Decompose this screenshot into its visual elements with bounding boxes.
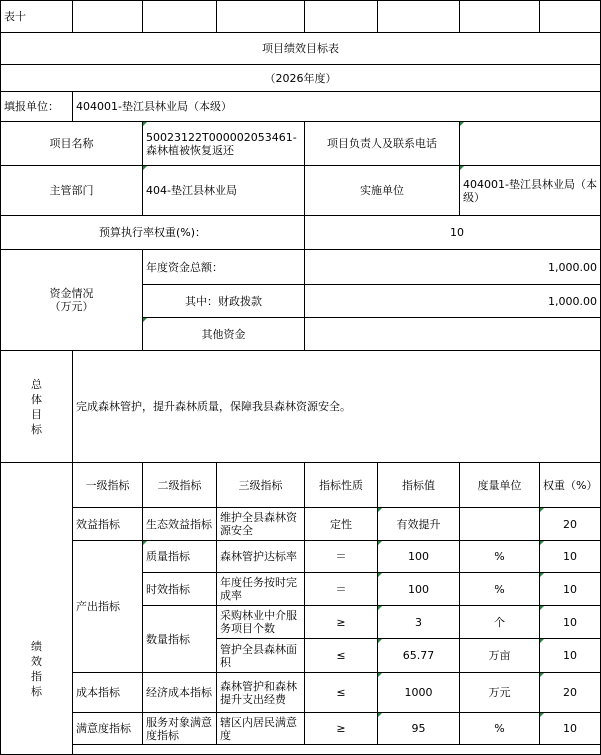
header-level3: 三级指标: [217, 463, 305, 508]
unit-cell: %: [460, 541, 540, 573]
nature-cell: ≤: [305, 673, 378, 713]
empty-cell: [217, 1, 305, 33]
value-cell: 100: [378, 541, 460, 573]
unit-cell: 万亩: [460, 639, 540, 673]
funds-fiscal-label: 其中：财政拨款: [143, 285, 305, 318]
dept-value: 404-垫江县林业局: [143, 166, 305, 216]
level2-cell: 生态效益指标: [143, 508, 217, 541]
unit-cell: %: [460, 713, 540, 745]
project-leader-value: [460, 122, 601, 166]
empty-cell: [143, 1, 217, 33]
nature-cell: ≥: [305, 713, 378, 745]
value-cell: 3: [378, 606, 460, 639]
header-weight: 权重（%）: [540, 463, 601, 508]
header-value: 指标值: [378, 463, 460, 508]
funds-total-value: 1,000.00: [305, 250, 601, 285]
nature-cell: ＝: [305, 541, 378, 573]
header-nature: 指标性质: [305, 463, 378, 508]
level3-cell: 管护全县森林面积: [217, 639, 305, 673]
weight-cell: 10: [540, 639, 601, 673]
weight-cell: 10: [540, 713, 601, 745]
level3-cell: 辖区内居民满意度: [217, 713, 305, 745]
value-cell: 95: [378, 713, 460, 745]
budget-rate-value: 10: [305, 216, 601, 250]
unit-cell: 个: [460, 606, 540, 639]
empty-cell: [305, 1, 378, 33]
header-level2: 二级指标: [143, 463, 217, 508]
funds-other-label: 其他资金: [143, 318, 305, 351]
unit-cell: [460, 508, 540, 541]
nature-cell: ＝: [305, 573, 378, 606]
weight-cell: 10: [540, 573, 601, 606]
table-title: 项目绩效目标表: [1, 33, 601, 65]
funds-fiscal-value: 1,000.00: [305, 285, 601, 318]
goal-text: 完成森林管护，提升森林质量，保障我县森林资源安全。: [73, 351, 601, 463]
perf-label: 绩效指标: [1, 463, 73, 755]
table-number: 表十: [1, 1, 73, 33]
project-leader-label: 项目负责人及联系电话: [305, 122, 460, 166]
level3-cell: 森林管护达标率: [217, 541, 305, 573]
unit-cell: %: [460, 573, 540, 606]
unit-label: 填报单位：: [1, 92, 73, 122]
empty-cell: [73, 1, 143, 33]
level3-cell: 森林管护和森林提升支出经费: [217, 673, 305, 713]
unit-cell: 万元: [460, 673, 540, 713]
value-cell: 1000: [378, 673, 460, 713]
level3-cell: 采购林业中介服务项目个数: [217, 606, 305, 639]
level1-cell: 效益指标: [73, 508, 143, 541]
level2-cell: 服务对象满意度指标: [143, 713, 217, 745]
goal-label: 总体目标: [1, 351, 73, 463]
empty-cell: [460, 1, 540, 33]
project-name-value: 50023122T000002053461-森林植被恢复返还: [143, 122, 305, 166]
unit-value: 404001-垫江县林业局（本级）: [73, 92, 601, 122]
level2-cell: 时效指标: [143, 573, 217, 606]
funds-other-value: [305, 318, 601, 351]
value-cell: 100: [378, 573, 460, 606]
level3-cell: 年度任务按时完成率: [217, 573, 305, 606]
impl-value: 404001-垫江县林业局（本级）: [460, 166, 601, 216]
level1-cell: 满意度指标: [73, 713, 143, 745]
project-name-label: 项目名称: [1, 122, 143, 166]
nature-cell: ≤: [305, 639, 378, 673]
header-unit: 度量单位: [460, 463, 540, 508]
weight-cell: 10: [540, 606, 601, 639]
header-level1: 一级指标: [73, 463, 143, 508]
level3-cell: 维护全县森林资源安全: [217, 508, 305, 541]
weight-cell: 20: [540, 508, 601, 541]
level2-cell: 数量指标: [143, 606, 217, 673]
nature-cell: 定性: [305, 508, 378, 541]
level2-cell: 质量指标: [143, 541, 217, 573]
nature-cell: ≥: [305, 606, 378, 639]
dept-label: 主管部门: [1, 166, 143, 216]
funds-label: 资金情况 （万元）: [1, 250, 143, 351]
funds-total-label: 年度资金总额：: [143, 250, 305, 285]
weight-cell: 10: [540, 541, 601, 573]
level1-cell: 产出指标: [73, 541, 143, 673]
level2-cell: 经济成本指标: [143, 673, 217, 713]
table-year: （2026年度）: [1, 65, 601, 92]
level1-cell: 成本指标: [73, 673, 143, 713]
value-cell: 65.77: [378, 639, 460, 673]
weight-cell: 20: [540, 673, 601, 713]
impl-label: 实施单位: [305, 166, 460, 216]
empty-cell: [378, 1, 460, 33]
value-cell: 有效提升: [378, 508, 460, 541]
empty-cell: [540, 1, 601, 33]
budget-rate-label: 预算执行率权重(%)：: [1, 216, 305, 250]
